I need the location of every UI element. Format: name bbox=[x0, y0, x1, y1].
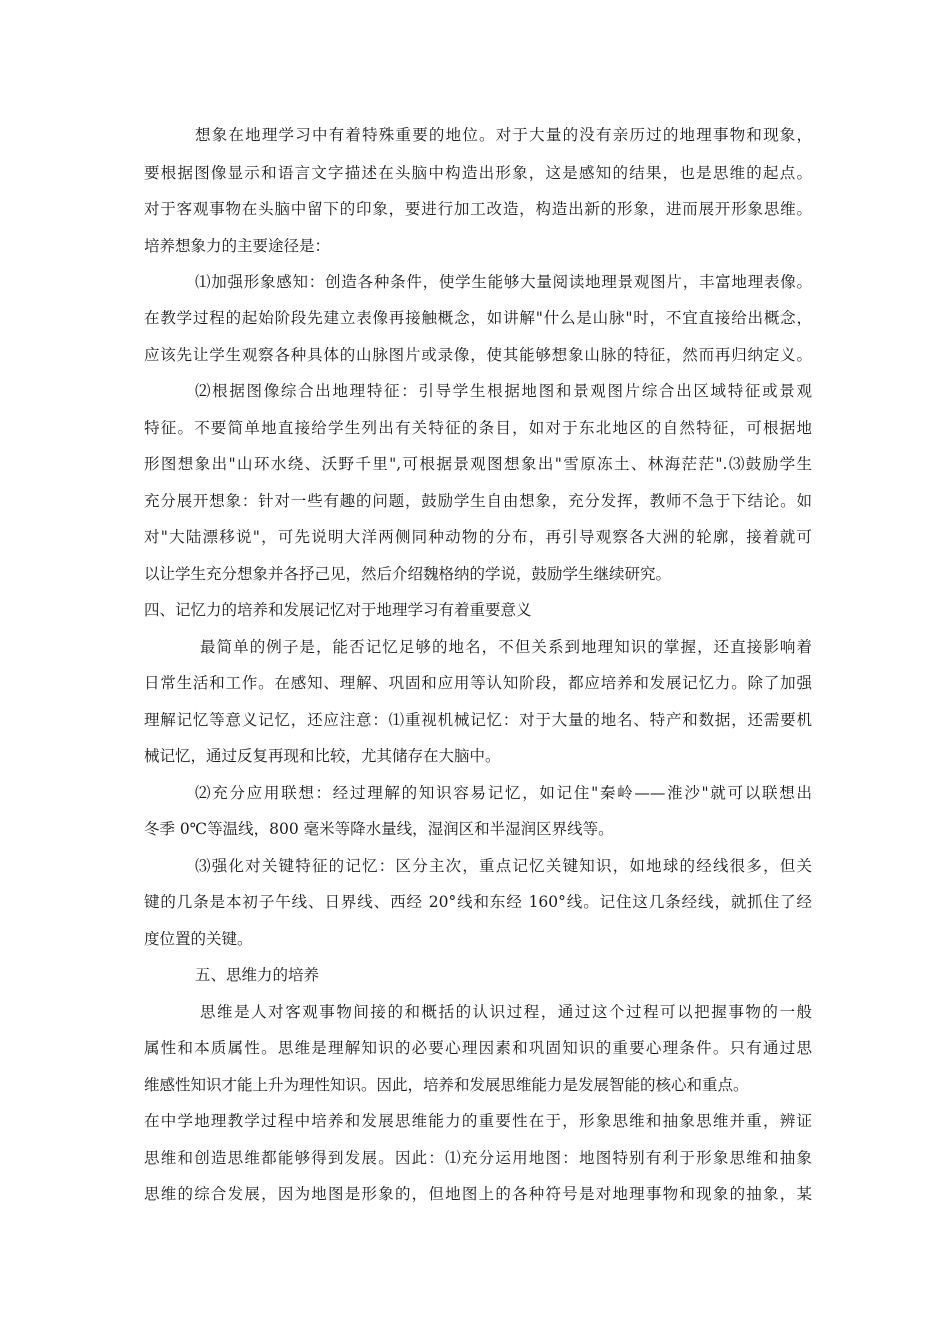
text-line: 想象在地理学习中有着特殊重要的地位。对于大量的没有亲历过的地理事物和现象， bbox=[195, 126, 812, 144]
text-line: 维感性知识才能上升为理性知识。因此，培养和发展思维能力是发展智能的核心和重点。 bbox=[144, 1076, 749, 1094]
text-line: 理解记忆等意义记忆，还应注意：⑴重视机械记忆：对于大量的地名、特产和数据，还需要机 bbox=[144, 711, 812, 729]
section-heading: 四、记忆力的培养和发展记忆对于地理学习有着重要意义 bbox=[144, 601, 532, 619]
text-line: 械记忆，通过反复再现和比较，尤其储存在大脑中。 bbox=[144, 747, 501, 765]
text-line: 以让学生充分想象并各抒己见，然后介绍魏格纳的学说，鼓励学生继续研究。 bbox=[144, 565, 672, 583]
text-line: 应该先让学生观察各种具体的山脉图片或录像，使其能够想象山脉的特征，然而再归纳定义。 bbox=[144, 346, 812, 364]
text-line: 日常生活和工作。在感知、理解、巩固和应用等认知阶段，都应培养和发展记忆力。除了加强 bbox=[144, 674, 812, 692]
text-line: 要根据图像显示和语言文字描述在头脑中构造出形象，这是感知的结果，也是思维的起点。 bbox=[144, 164, 812, 182]
text-line: 对于客观事物在头脑中留下的印象，要进行加工改造，构造出新的形象，进而展开形象思维。 bbox=[144, 200, 812, 218]
text-line: ⑵充分应用联想：经过理解的知识容易记忆，如记住"秦岭——淮沙"就可以联想出 bbox=[195, 784, 812, 802]
text-line: 度位置的关键。 bbox=[144, 930, 253, 948]
text-line: 思维和创造思维都能够得到发展。因此：⑴充分运用地图：地图特别有利于形象思维和抽象 bbox=[144, 1149, 812, 1167]
text-line: 在中学地理教学过程中培养和发展思维能力的重要性在于，形象思维和抽象思维并重，辨证 bbox=[144, 1112, 812, 1130]
section-heading: 五、思维力的培养 bbox=[195, 966, 320, 984]
text-line: 对"大陆漂移说"，可先说明大洋两侧同种动物的分布，再引导观察各大洲的轮廓，接着就可 bbox=[144, 528, 812, 546]
text-line: 思维是人对客观事物间接的和概括的认识过程，通过这个过程可以把握事物的一般 bbox=[200, 1003, 812, 1021]
text-line: 培养想象力的主要途径是： bbox=[144, 237, 331, 255]
text-line: ⑵根据图像综合出地理特征：引导学生根据地图和景观图片综合出区域特征或景观 bbox=[195, 382, 812, 400]
text-line: ⑴加强形象感知：创造各种条件，使学生能够大量阅读地理景观图片，丰富地理表像。 bbox=[195, 273, 812, 291]
text-line: 形图想象出"山环水绕、沃野千里",可根据景观图想象出"雪原冻土、林海茫茫".⑶鼓励学生 bbox=[144, 455, 812, 473]
text-line: 思维的综合发展，因为地图是形象的，但地图上的各种符号是对地理事物和现象的抽象，某 bbox=[144, 1185, 812, 1203]
text-line: 冬季 0℃等温线，800 毫米等降水量线，湿润区和半湿润区界线等。 bbox=[144, 820, 614, 838]
text-line: 充分展开想象：针对一些有趣的问题，鼓励学生自由想象，充分发挥，教师不急于下结论。如 bbox=[144, 492, 812, 510]
text-line: 最简单的例子是，能否记忆足够的地名，不但关系到地理知识的掌握，还直接影响着 bbox=[200, 638, 812, 656]
text-line: 键的几条是本初子午线、日界线、西经 20°线和东经 160°线。记住这几条经线，就抓住了经 bbox=[144, 893, 812, 911]
text-line: 属性和本质属性。思维是理解知识的必要心理因素和巩固知识的重要心理条件。只有通过思 bbox=[144, 1039, 812, 1057]
text-line: 在教学过程的起始阶段先建立表像再接触概念，如讲解"什么是山脉"时，不宜直接给出概念， bbox=[144, 309, 812, 327]
text-line: ⑶强化对关键特征的记忆：区分主次，重点记忆关键知识，如地球的经线很多，但关 bbox=[195, 857, 812, 875]
text-line: 特征。不要简单地直接给学生列出有关特征的条目，如对于东北地区的自然特征，可根据地 bbox=[144, 419, 812, 437]
